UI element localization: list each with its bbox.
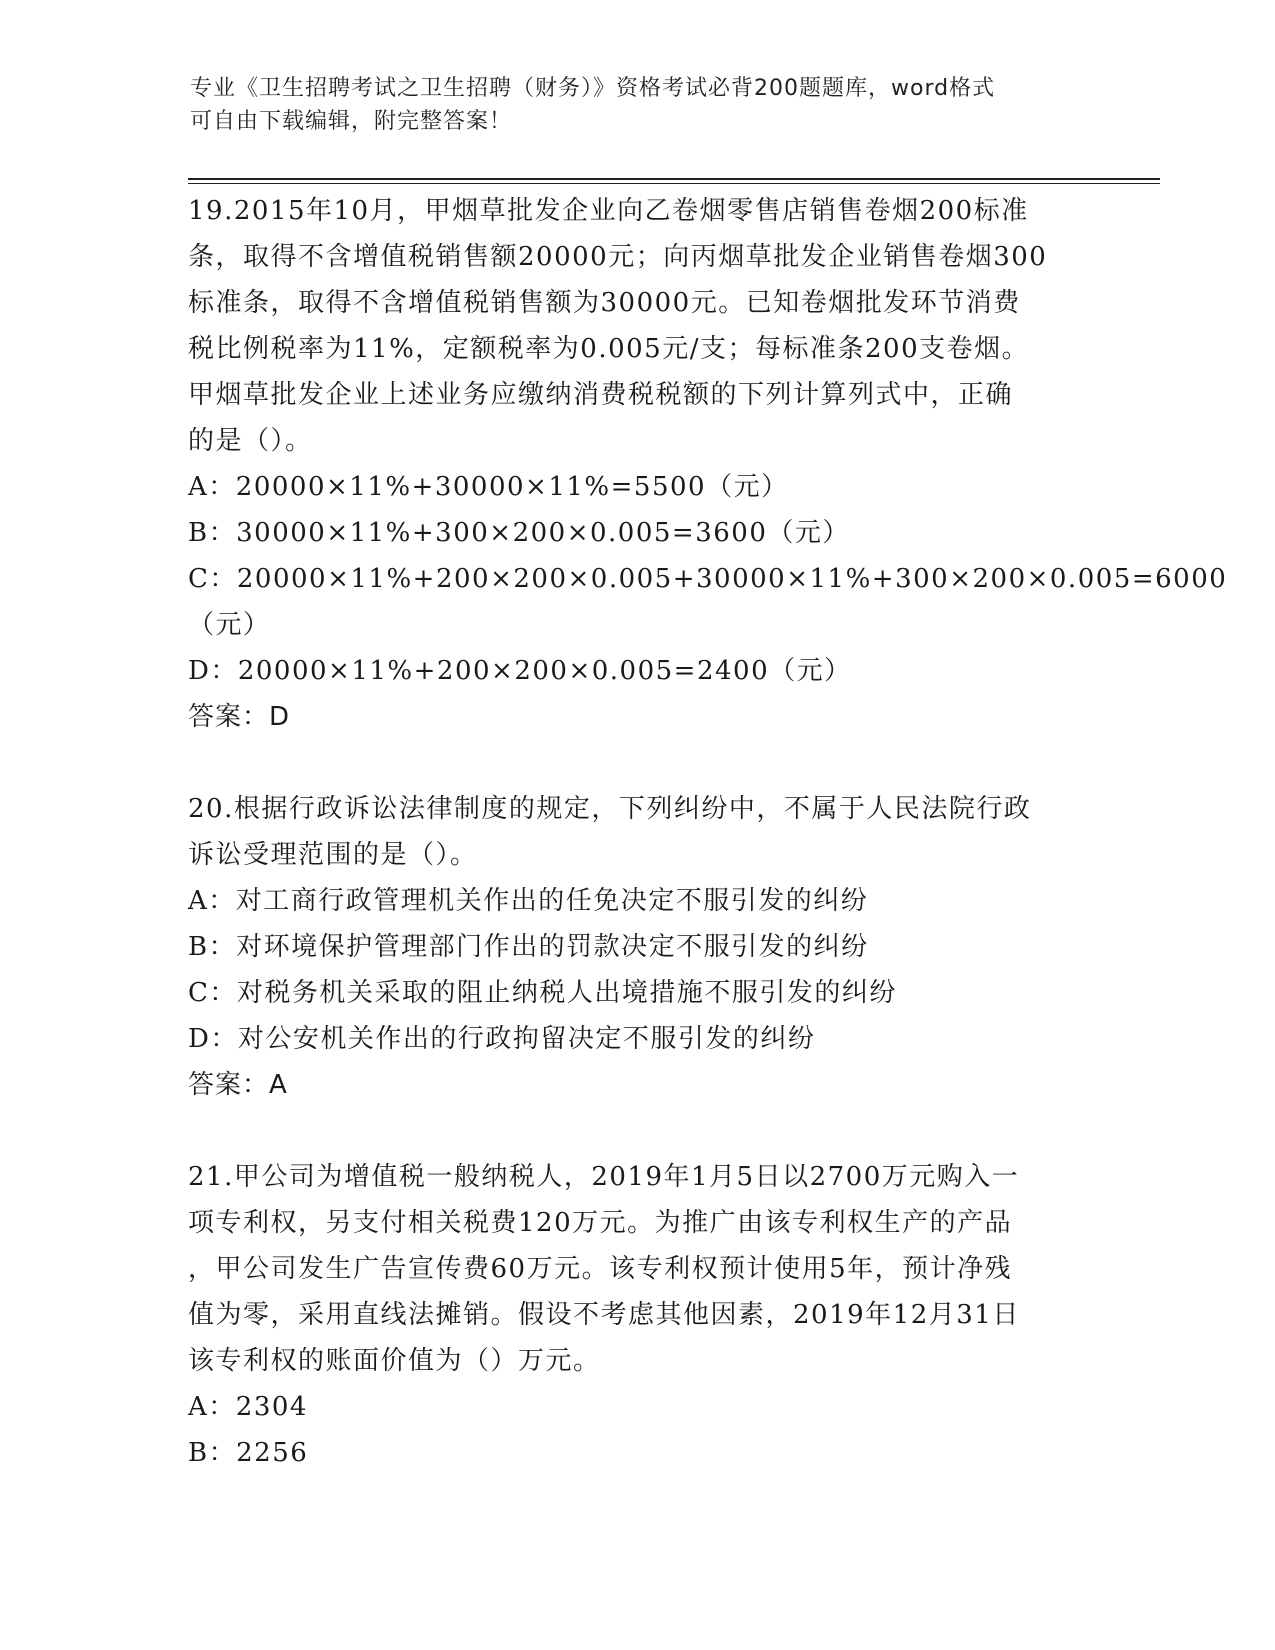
- question-stem-line: 项专利权，另支付相关税费120万元。为推广由该专利权生产的产品: [188, 1208, 1013, 1238]
- option-a: A：2304: [188, 1392, 308, 1422]
- question-stem-line: 甲烟草批发企业上述业务应缴纳消费税税额的下列计算列式中，正确: [188, 380, 1014, 410]
- question-stem-line: 该专利权的账面价值为（）万元。: [188, 1346, 601, 1376]
- document-header: [190, 72, 1090, 138]
- question-21: [188, 1154, 1088, 1476]
- question-list: [188, 188, 1228, 1476]
- header-line-1: 专业《卫生招聘考试之卫生招聘（财务）》资格考试必背200题题库，word格式: [190, 76, 996, 101]
- option-c: C：20000×11%+200×200×0.005+30000×11%+300×200×0.005=6000: [188, 564, 1228, 594]
- answer-label: 答案：D: [188, 702, 291, 732]
- question-gap: [188, 1108, 1088, 1154]
- question-gap: [188, 740, 1088, 786]
- question-stem-line: 值为零，采用直线法摊销。假设不考虑其他因素，2019年12月31日: [188, 1300, 1020, 1330]
- option-b: B：30000×11%+300×200×0.005=3600（元）: [188, 518, 850, 548]
- header-divider-thick: [188, 178, 1160, 180]
- option-d: D：对公安机关作出的行政拘留决定不服引发的纠纷: [188, 1024, 816, 1054]
- header-divider-thin: [188, 183, 1160, 184]
- option-d: D：20000×11%+200×200×0.005=2400（元）: [188, 656, 852, 686]
- question-stem-line: 19.2015年10月，甲烟草批发企业向乙卷烟零售店销售卷烟200标准: [188, 196, 1029, 226]
- question-stem-line: 税比例税率为11%，定额税率为0.005元/支；每标准条200支卷烟。: [188, 334, 1030, 364]
- answer-label: 答案：A: [188, 1070, 288, 1100]
- option-a: A：对工商行政管理机关作出的任免决定不服引发的纠纷: [188, 886, 869, 916]
- question-stem-line: 的是（）。: [188, 426, 313, 456]
- question-stem-line: 标准条，取得不含增值税销售额为30000元。已知卷烟批发环节消费: [188, 288, 1021, 318]
- option-c: C：对税务机关采取的阻止纳税人出境措施不服引发的纠纷: [188, 978, 897, 1008]
- option-b: B：2256: [188, 1438, 309, 1468]
- question-stem-line: 诉讼受理范围的是（）。: [188, 840, 478, 870]
- question-stem-line: ，甲公司发生广告宣传费60万元。该专利权预计使用5年，预计净残: [188, 1254, 1013, 1284]
- option-b: B：对环境保护管理部门作出的罚款决定不服引发的纠纷: [188, 932, 869, 962]
- option-c-continued: （元）: [188, 610, 271, 640]
- question-stem-line: 20.根据行政诉讼法律制度的规定，下列纠纷中，不属于人民法院行政: [188, 794, 1032, 824]
- question-stem-line: 条，取得不含增值税销售额20000元；向丙烟草批发企业销售卷烟300: [188, 242, 1048, 272]
- question-20: [188, 786, 1088, 1108]
- header-line-2: 可自由下载编辑，附完整答案！: [190, 109, 513, 134]
- question-stem-line: 21.甲公司为增值税一般纳税人，2019年1月5日以2700万元购入一: [188, 1162, 1020, 1192]
- option-a: A：20000×11%+30000×11%=5500（元）: [188, 472, 789, 502]
- question-19: [188, 188, 1228, 740]
